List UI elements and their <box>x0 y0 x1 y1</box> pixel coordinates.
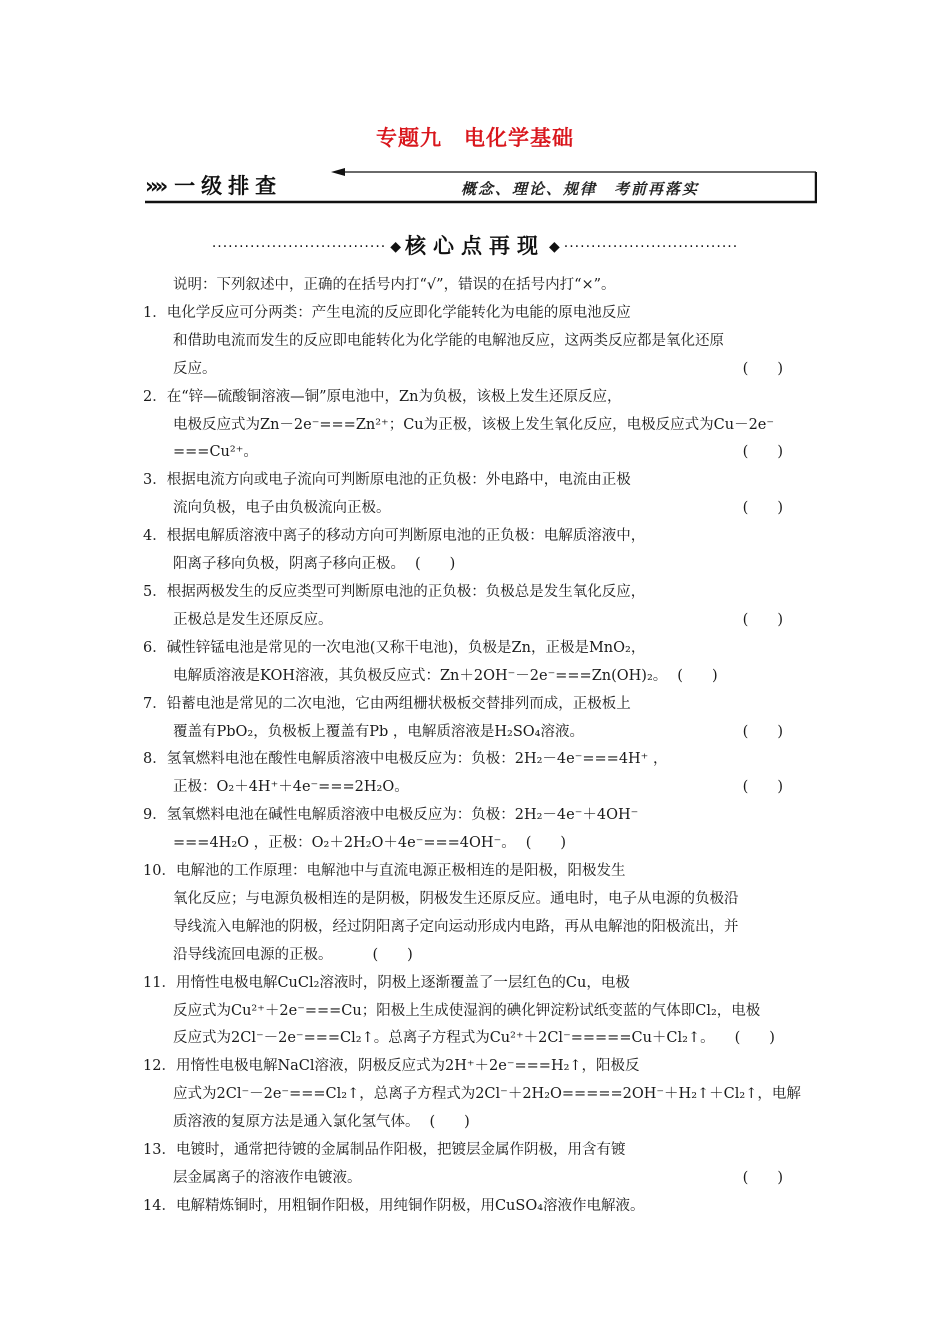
item-line: 10．电解池的工作原理：电解池中与直流电源正极相连的是阳极，阳极发生 <box>143 863 626 880</box>
item-line: 5．根据两极发生的反应类型可判断原电池的正负极：负极总是发生氧化反应， <box>143 583 646 600</box>
item-line: 反应式为Cu²⁺＋2e⁻===Cu；阳极上生成使湿润的碘化钾淀粉试纸变蓝的气体即Cl₂，电极 <box>173 1002 761 1019</box>
dotted-rule-right: ································ <box>563 239 739 255</box>
item-line <box>143 551 813 579</box>
list-item <box>143 579 813 635</box>
page-title: 专题九 电化学基础 <box>376 125 574 150</box>
list-item <box>143 746 813 802</box>
section-banner <box>145 166 817 208</box>
item-line: 氧化反应；与电源负极相连的是阴极，阴极发生还原反应。通电时，电子从电源的负极沿 <box>173 890 739 907</box>
item-line: 9．氢氧燃料电池在碱性电解质溶液中电极反应为：负极：2H₂－4e⁻＋4OH⁻ <box>143 807 639 824</box>
item-line-text: ===Cu²⁺。 <box>173 444 258 461</box>
list-item <box>143 384 813 468</box>
item-line: 14．电解精炼铜时，用粗铜作阳极，用纯铜作阴极，用CuSO₄溶液作电解液。 <box>143 1197 645 1214</box>
item-line: 6．碱性锌锰电池是常见的一次电池(又称干电池)，负极是Zn，正极是MnO₂， <box>143 639 646 656</box>
answer-blank[interactable]: ( ) <box>742 779 783 796</box>
item-line: 和借助电流而发生的反应即电能转化为化学能的电解池反应，这两类反应都是氧化还原 <box>173 332 724 349</box>
diamond-icon: ◆ <box>390 239 401 255</box>
answer-blank[interactable]: ( ) <box>415 556 456 573</box>
list-item <box>143 635 813 691</box>
list-item <box>143 802 813 858</box>
item-line: 8．氢氧燃料电池在酸性电解质溶液中电极反应为：负极：2H₂－4e⁻===4H⁺ ， <box>143 751 668 768</box>
question-list <box>143 272 813 1221</box>
item-line: 导线流入电解池的阴极，经过阴阳离子定向运动形成内电路，再从电解池的阳极流出，并 <box>173 918 739 935</box>
item-line: 3．根据电流方向或电子流向可判断原电池的正负极：外电路中，电流由正极 <box>143 472 631 489</box>
answer-blank[interactable]: ( ) <box>525 835 567 852</box>
item-line: 12．用惰性电极电解NaCl溶液，阴极反应式为2H⁺＋2e⁻===H₂↑，阳极反 <box>143 1058 640 1075</box>
item-line <box>143 1165 813 1193</box>
dotted-rule-left: ································ <box>211 239 387 255</box>
item-line: 13．电镀时，通常把待镀的金属制品作阳极，把镀层金属作阴极，用含有镀 <box>143 1142 626 1159</box>
list-item <box>143 300 813 384</box>
item-line-text: 正极总是发生还原反应。 <box>173 611 333 628</box>
list-item <box>143 970 813 1054</box>
item-line: 电极反应式为Zn－2e⁻===Zn²⁺；Cu为正极，该极上发生氧化反应，电极反应式为Cu－2e⁻ <box>173 416 775 433</box>
item-line-text: 反应。 <box>173 360 217 377</box>
item-line-text: 层金属离子的溶液作电镀液。 <box>173 1170 362 1186</box>
item-line-text: 质溶液的复原方法是通入氯化氢气体。 <box>173 1114 420 1131</box>
banner-left <box>145 170 282 200</box>
section-heading <box>0 230 950 260</box>
list-item <box>143 691 813 747</box>
instruction-note: 说明：下列叙述中，正确的在括号内打“√”，错误的在括号内打“×”。 <box>173 277 616 293</box>
list-item <box>143 1137 813 1193</box>
item-line-text: ===4H₂O ，正极：O₂＋2H₂O＋4e⁻===4OH⁻。 <box>173 835 516 852</box>
item-line: 7．铅蓄电池是常见的二次电池，它由两组栅状极板交替排列而成，正极板上 <box>143 695 631 712</box>
item-line-text: 反应式为2Cl⁻－2e⁻===Cl₂↑。总离子方程式为Cu²⁺＋2Cl⁻=====Cu＋Cl₂↑。 <box>173 1030 715 1047</box>
answer-blank[interactable]: ( ) <box>372 946 413 963</box>
answer-blank[interactable]: ( ) <box>677 667 718 684</box>
answer-blank[interactable]: ( ) <box>429 1114 470 1131</box>
item-line <box>143 663 813 691</box>
list-item <box>143 858 813 970</box>
item-line <box>143 942 813 970</box>
banner-subtitle: 概念、理论、规律 考前再落实 <box>460 180 699 198</box>
item-line-text: 覆盖有PbO₂，负极板上覆盖有Pb ，电解质溶液是H₂SO₄溶液。 <box>173 723 584 740</box>
item-line: 1．电化学反应可分两类：产生电流的反应即化学能转化为电能的原电池反应 <box>143 304 631 321</box>
answer-blank[interactable]: ( ) <box>742 1170 783 1186</box>
item-line <box>143 439 813 467</box>
section-title: 核心点再现 <box>405 234 545 258</box>
answer-blank[interactable]: ( ) <box>742 500 783 517</box>
item-line: 2．在“锌—硫酸铜溶液—铜”原电池中，Zn为负极，该极上发生还原反应， <box>143 388 622 405</box>
item-line-text: 电解质溶液是KOH溶液，其负极反应式：Zn＋2OH⁻－2e⁻===Zn(OH)₂。 <box>173 667 668 684</box>
item-line <box>143 1025 813 1053</box>
banner-level-label: 一级排查 <box>174 174 283 198</box>
item-line <box>143 356 813 384</box>
item-line-text: 沿导线流回电源的正极。 <box>173 946 333 963</box>
item-line <box>143 830 813 858</box>
item-line <box>143 495 813 523</box>
item-line <box>143 607 813 635</box>
list-item <box>143 467 813 523</box>
item-line: 11．用惰性电极电解CuCl₂溶液时，阴极上逐渐覆盖了一层红色的Cu，电极 <box>143 974 630 991</box>
answer-blank[interactable]: ( ) <box>742 611 783 628</box>
double-chevron-icon: »» <box>145 174 165 198</box>
diamond-icon: ◆ <box>549 239 560 255</box>
answer-blank[interactable]: ( ) <box>742 723 783 740</box>
list-item <box>143 1193 813 1221</box>
item-line-text: 流向负极，电子由负极流向正极。 <box>173 500 391 517</box>
list-item <box>143 1053 813 1137</box>
answer-blank[interactable]: ( ) <box>734 1030 775 1047</box>
answer-blank[interactable]: ( ) <box>742 444 783 461</box>
item-line-text: 正极：O₂＋4H⁺＋4e⁻===2H₂O。 <box>173 779 409 796</box>
item-line <box>143 774 813 802</box>
item-line <box>143 719 813 747</box>
answer-blank[interactable]: ( ) <box>742 360 783 377</box>
item-line: 4．根据电解质溶液中离子的移动方向可判断原电池的正负极：电解质溶液中， <box>143 528 646 545</box>
item-line: 应式为2Cl⁻－2e⁻===Cl₂↑，总离子方程式为2Cl⁻＋2H₂O=====2OH⁻＋H₂↑＋Cl₂↑，电解 <box>173 1086 801 1103</box>
list-item <box>143 523 813 579</box>
item-line <box>143 1109 813 1137</box>
item-line-text: 阳离子移向负极，阴离子移向正极。 <box>173 556 405 573</box>
